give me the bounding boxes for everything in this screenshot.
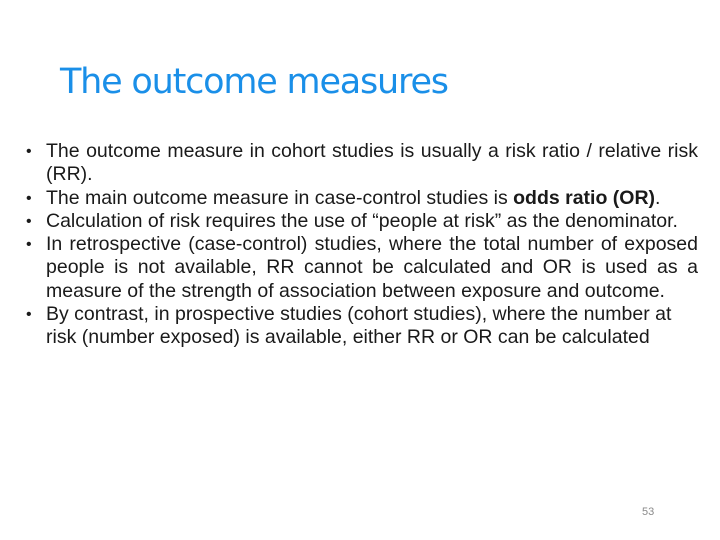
bullet-item [26,187,698,210]
bullet-dot-icon: • [26,306,32,324]
bullet-bold-text: odds ratio (OR) [513,186,656,209]
bullet-text-end: . [655,186,661,209]
bullet-item [26,210,698,233]
bullet-text: By contrast, in prospective studies (cohort studies), where the number at risk (number exposed) is available, either RR or OR can be calculated [46,303,672,349]
bullet-item [26,140,698,187]
bullet-item [26,303,698,350]
bullet-dot-icon: • [26,212,32,230]
bullet-dot-icon: • [26,236,32,254]
bullet-dot-icon: • [26,143,32,160]
bullet-dot-icon: • [26,189,32,207]
bullet-text: In retrospective (case-control) studies, where the total number of exposed people is not available, RR cannot be calculated and OR is used as a measure of the strength of association between exposure and outcome. [46,233,698,302]
slide-title: The outcome measures [60,62,448,102]
bullet-item [26,233,698,303]
page-number: 53 [642,506,655,518]
bullet-text: The main outcome measure in case-control studies is [46,186,514,209]
bullet-list [26,140,698,350]
bullet-text: Calculation of risk requires the use of “people at risk” as the denominator. [46,209,678,232]
bullet-text: The outcome measure in cohort studies is usually a risk ratio / relative risk (RR). [46,140,698,186]
